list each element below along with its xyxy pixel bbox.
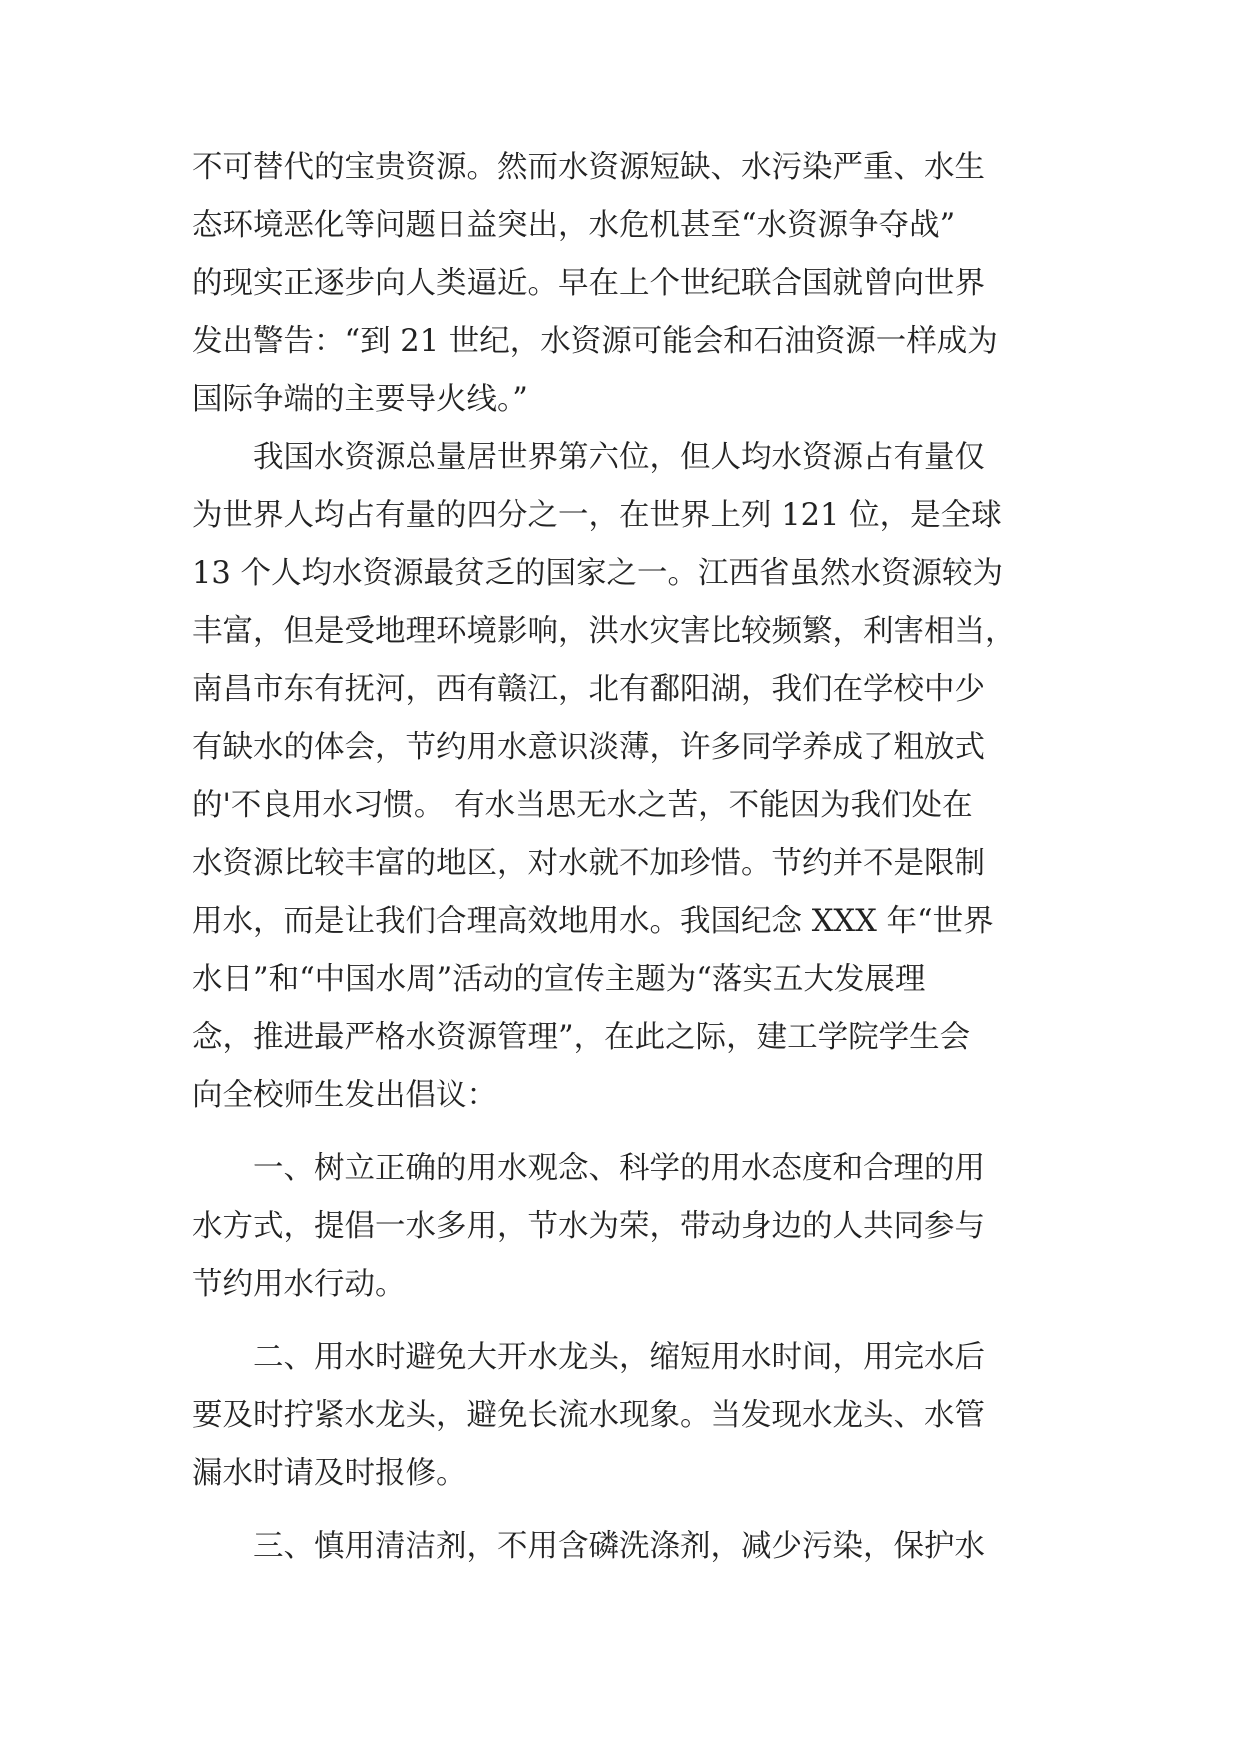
- text-line: 国际争端的主要导火线。”: [192, 382, 528, 417]
- paragraph-first-line: 二、用水时避免大开水龙头，缩短用水时间，用完水后: [253, 1340, 985, 1375]
- text-line: 为世界人均占有量的四分之一，在世界上列 121 位，是全球: [192, 498, 1002, 533]
- paragraph-first-line: 三、慎用清洁剂，不用含磷洗涤剂，减少污染，保护水: [253, 1529, 985, 1564]
- paragraph-first-line: 我国水资源总量居世界第六位，但人均水资源占有量仅: [253, 440, 985, 475]
- text-line: 南昌市东有抚河，西有赣江，北有鄱阳湖，我们在学校中少: [192, 672, 985, 707]
- text-line: 要及时拧紧水龙头，避免长流水现象。当发现水龙头、水管: [192, 1398, 985, 1433]
- text-line: 态环境恶化等问题日益突出，水危机甚至“水资源争夺战”: [192, 208, 956, 243]
- text-line: 漏水时请及时报修。: [192, 1456, 467, 1491]
- paragraph-first-line: 一、树立正确的用水观念、科学的用水态度和合理的用: [253, 1151, 985, 1186]
- text-line: 水日”和“中国水周”活动的宣传主题为“落实五大发展理: [192, 962, 926, 997]
- text-line: 念，推进最严格水资源管理”，在此之际，建工学院学生会: [192, 1020, 971, 1055]
- text-line: 丰富，但是受地理环境影响，洪水灾害比较频繁，利害相当，: [192, 614, 1016, 649]
- text-line: 有缺水的体会，节约用水意识淡薄，许多同学养成了粗放式: [192, 730, 985, 765]
- text-line: 向全校师生发出倡议：: [192, 1078, 497, 1113]
- text-line: 发出警告：“到 21 世纪，水资源可能会和石油资源一样成为: [192, 324, 998, 359]
- text-line: 的现实正逐步向人类逼近。早在上个世纪联合国就曾向世界: [192, 266, 985, 301]
- text-line: 用水，而是让我们合理高效地用水。我国纪念 XXX 年“世界: [192, 904, 994, 939]
- text-line: 水方式，提倡一水多用，节水为荣，带动身边的人共同参与: [192, 1209, 985, 1244]
- text-line: 节约用水行动。: [192, 1267, 406, 1302]
- text-line: 水资源比较丰富的地区，对水就不加珍惜。节约并不是限制: [192, 846, 985, 881]
- text-line: 不可替代的宝贵资源。然而水资源短缺、水污染严重、水生: [192, 150, 985, 185]
- text-line: 的'不良用水习惯。 有水当思无水之苦，不能因为我们处在: [192, 788, 973, 823]
- text-line: 13 个人均水资源最贫乏的国家之一。江西省虽然水资源较为: [192, 556, 1004, 591]
